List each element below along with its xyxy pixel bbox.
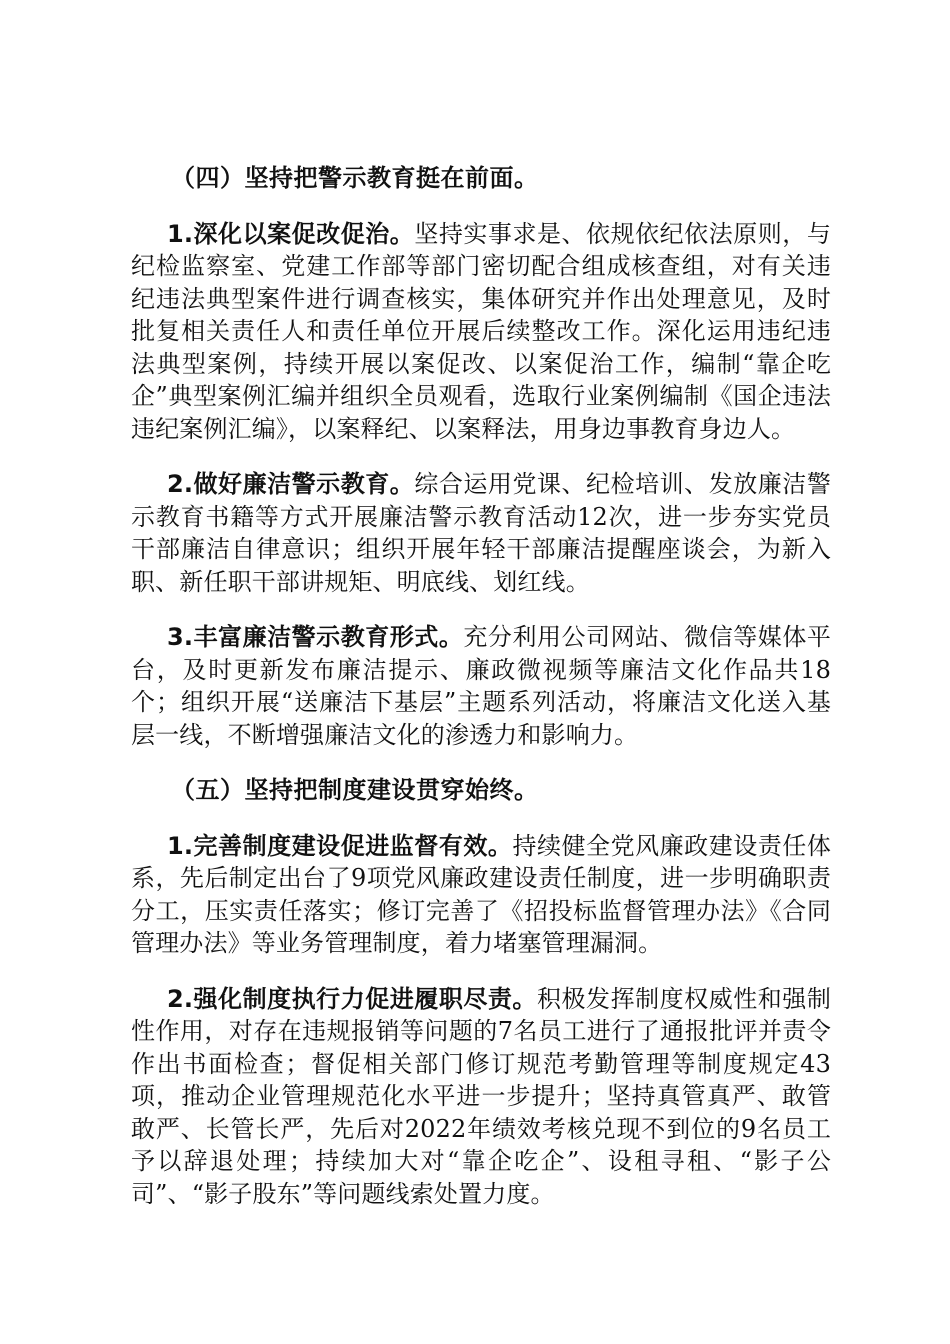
paragraph-text: 坚持实事求是、依规依纪依法原则，与纪检监察室、党建工作部等部门密切配合组成核查组，对有关违纪违法典型案件进行调查核实，集体研究并作出处理意见，及时批复相关责任人和责任单位开展后续整改工作。深化运用违纪违法典型案例，持续开展以案促改、以案促治工作，编制“靠企吃企”典型案例汇编并组织全员观看，选取行业案例编制《国企违法违纪案例汇编》，以案释纪、以案释法，用身边事教育身边人。 [131,219,831,443]
paragraph-lead: 1.深化以案促改促治。 [167,219,415,248]
paragraph [131,830,831,960]
paragraph [131,218,831,446]
paragraph-lead: 2.做好廉洁警示教育。 [167,470,415,498]
section-heading: （五）坚持把制度建设贯穿始终。 [171,776,539,804]
section-heading: （四）坚持把警示教育挺在前面。 [171,164,539,192]
paragraph-lead: 2.强化制度执行力促进履职尽责。 [167,984,537,1013]
paragraph-text: 持续健全党风廉政建设责任体系，先后制定出台了9项党风廉政建设责任制度，进一步明确职责分工，压实责任落实；修订完善了《招投标监督管理办法》《合同管理办法》等业务管理制度，着力堵塞管理漏洞。 [131,831,831,957]
paragraph-lead: 3.丰富廉洁警示教育形式。 [167,623,464,651]
paragraph-text: 充分利用公司网站、微信等媒体平台，及时更新发布廉洁提示、廉政微视频等廉洁文化作品共18个；组织开展“送廉洁下基层”主题系列活动，将廉洁文化送入基层一线，不断增强廉洁文化的渗透力和影响力。 [131,623,832,749]
paragraph [131,468,831,598]
paragraph-lead: 1.完善制度建设促进监督有效。 [167,831,513,860]
document-body [131,162,831,1233]
paragraph-text: 积极发挥制度权威性和强制性作用，对存在违规报销等问题的7名员工进行了通报批评并责令作出书面检查；督促相关部门修订规范考勤管理等制度规定43项，推动企业管理规范化水平进一步提升；坚持真管真严、敢管敢严、长管长严，先后对2022年绩效考核兑现不到位的9名员工予以辞退处理；持续加大对“靠企吃企”、设租寻租、“影子公司”、“影子股东”等问题线索处置力度。 [131,984,831,1208]
paragraph-text: 综合运用党课、纪检培训、发放廉洁警示教育书籍等方式开展廉洁警示教育活动12次，进一步夯实党员干部廉洁自律意识；组织开展年轻干部廉洁提醒座谈会，为新入职、新任职干部讲规矩、明底线、划红线。 [131,470,831,596]
paragraph [131,621,831,751]
paragraph [131,983,831,1211]
